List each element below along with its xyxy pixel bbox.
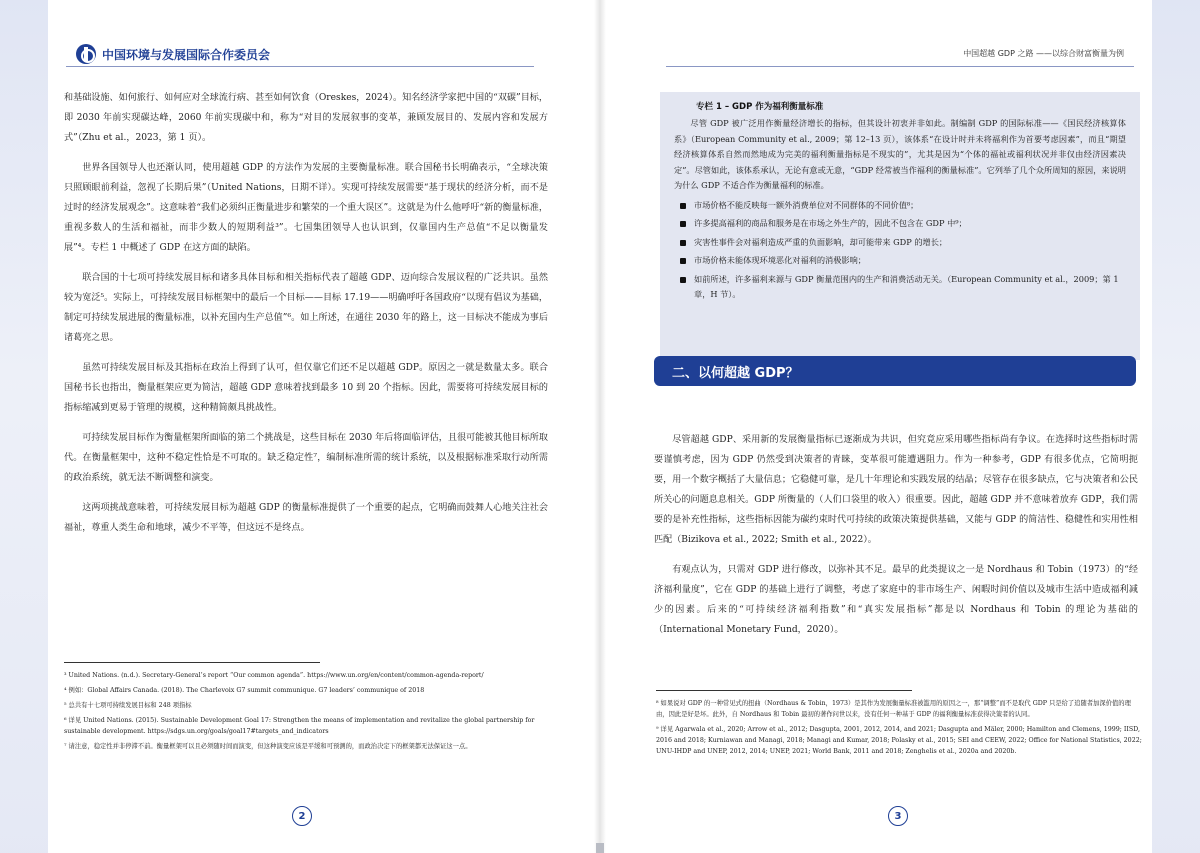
right-body-text <box>654 430 1138 650</box>
footnote: ⁴ 例如：Global Affairs Canada. (2018). The Charlevoix G7 summit communique. G7 leaders’ communique of 2018 <box>64 687 425 694</box>
footnote: ⁶ 详见 United Nations. (2015). Sustainable Development Goal 17: Strengthen the means of implementation and revitalize the global partnership for sustainable development. https://sdgs.un.org/goals/goal17#targets_and_indicators <box>64 717 535 735</box>
right-footnotes <box>656 698 1142 761</box>
bullet-icon <box>680 240 686 246</box>
footnote: ³ United Nations. (n.d.). Secretary-General’s report “Our common agenda”. https://www.un.org/en/content/common-agenda-report/ <box>64 672 484 679</box>
paragraph: 联合国的十七项可持续发展目标和诸多具体目标和相关指标代表了超越 GDP、迈向综合发展议程的广泛共识。虽然较为宽泛⁵。实际上，可持续发展目标框架中的最后一个目标——目标 17.19——明确呼吁各国政府“以现有倡议为基础，制定可持续发展进展的衡量标准，以补充国内生产总值”⁶。如上所述，在通往 2030 年的路上，这一目标决不能成为事后诸葛亮之思。 <box>64 273 548 343</box>
footnote-rule <box>64 662 320 663</box>
list-item: 灾害性事件会对福利造成严重的负面影响，却可能带来 GDP 的增长； <box>674 235 1126 251</box>
org-name: 中国环境与发展国际合作委员会 <box>102 47 271 62</box>
bullet-icon <box>680 258 686 264</box>
bullet-icon <box>680 277 686 283</box>
section-title: 二、以何超越 GDP？ <box>672 365 799 381</box>
left-footnotes <box>64 670 550 756</box>
page-number: 3 <box>888 806 908 826</box>
running-title: 中国超越 GDP 之路 ——以综合财富衡量为例 <box>963 49 1124 58</box>
footnote: ⁹ 详见 Agarwala et al., 2020; Arrow et al., 2012; Dasgupta, 2001, 2012, 2014, and 2021; Dasgupta and Mäler, 2000; Hamilton and Clemens, 1999; IISD, 2016 and 2018; Kurniawan and Managi, 2018; Managi and Kumar, 2018; Polasky et al., 2015; SEI and CEEW, 2022; Office for National Statistics, 2022; UNU-IHDP and UNEP, 2012, 2014; UNEP, 2021; World Bank, 2011 and 2018; Zenghelis et al., 2020a and 2020b. <box>656 726 1142 755</box>
section-heading-bar <box>654 356 1136 386</box>
right-page <box>600 0 1200 853</box>
header-rule <box>66 66 534 67</box>
box-1 <box>660 92 1140 360</box>
list-item: 如前所述，许多福利来源与 GDP 衡量范围内的生产和消费活动无关。（European Community et al.，2009；第 1 章，H 节）。 <box>674 272 1126 303</box>
footnote: ⁸ 如果说对 GDP 的一种常见式的扭曲（Nordhaus & Tobin，1973）是其作为发展衡量标准被滥用的原因之一，那“调整”而不是取代 GDP 只是给了追随者加深价值的理由，因此是好是坏。此外，自 Nordhaus 和 Tobin 最初的著作问世以来，没有任何一种基于 GDP 的福利衡量标准获得决策者的认同。 <box>656 700 1131 718</box>
header-org <box>76 44 270 64</box>
left-body-text <box>64 88 548 548</box>
bullet-icon <box>680 203 686 209</box>
paragraph: 可持续发展目标作为衡量框架所面临的第二个挑战是，这些目标在 2030 年后将面临评估，且很可能被其他目标所取代。在衡量框架中，这种不稳定性恰是不可取的。缺乏稳定性⁷，编制标准所需的统计系统，以及根据标准采取行动所需的政治系统，就无法不断调整和演变。 <box>64 433 548 483</box>
paragraph: 这两项挑战意味着，可持续发展目标为超越 GDP 的衡量标准提供了一个重要的起点，它明确而鼓舞人心地关注社会福祉，尊重人类生命和地球，减少不平等，但这远不是终点。 <box>64 503 548 533</box>
footnote: ⁷ 请注意，稳定性并非停滞不前。衡量框架可以且必须随时间而演变，但这种演变应该是平缓和可预测的，而政治决定下的框架都无法保证这一点。 <box>64 743 472 750</box>
page-gutter <box>594 0 606 853</box>
list-item: 市场价格不能反映每一额外消费单位对不同群体的不同价值⁸； <box>674 198 1126 214</box>
footnote-rule <box>656 690 912 691</box>
bullet-icon <box>680 221 686 227</box>
box-title: 专栏 1 – GDP 作为福利衡量标准 <box>696 102 824 112</box>
paragraph: 虽然可持续发展目标及其指标在政治上得到了认可，但仅靠它们还不足以超越 GDP。原因之一就是数量太多。联合国秘书长也指出，衡量框架应更为简洁，超越 GDP 意味着找到最多 10 到 20 个指标。因此，需要将可持续发展目标的指标缩减到更易于管理的规模，这种精简颇具挑战性。 <box>64 363 548 413</box>
gutter-mark <box>596 843 604 853</box>
footnote: ⁵ 总共有十七项可持续发展目标和 248 项指标 <box>64 702 192 709</box>
paragraph: 尽管超越 GDP、采用新的发展衡量指标已逐渐成为共识，但究竟应采用哪些指标尚有争议。在选择时这些指标时需要谨慎考虑，因为 GDP 仍然受到决策者的青睐，变革很可能遭遇阻力。作为一种参考，GDP 有很多优点，它简明扼要，用一个数字概括了大量信息；它稳健可靠，是几十年理论和实践发展的结晶；尽管存在很多缺点，它与决策者和公民所关心的问题息息相关。GDP 所衡量的（人们口袋里的收入）很重要。因此，超越 GDP 并不意味着放弃 GDP，我们需要的是补充性指标，这些指标因能为碳约束时代可持续的政策决策提供基础，又能与 GDP 的简洁性、稳健性和实用性相匹配（Bizikova et al., 2022; Smith et al., 2022）。 <box>654 435 1138 545</box>
paragraph: 世界各国领导人也还渐认同，使用超越 GDP 的方法作为发展的主要衡量标准。联合国秘书长明确表示，“全球决策只照顾眼前利益，忽视了长期后果”（United Nations，日期不详）。实现可持续发展需要“基于现状的经济分析，而不是过时的经济发展观念”。这意味着“我们必须纠正衡量进步和繁荣的一个重大误区”。这就是为什么他呼吁“新的衡量标准，重视多数人的生活和福祉，而非少数人的短期利益³”。七国集团领导人也认识到，仅靠国内生产总值“不足以衡量发展”⁴。专栏 1 中概述了 GDP 在这方面的缺陷。 <box>64 163 548 253</box>
box-paragraph: 尽管 GDP 被广泛用作衡量经济增长的指标，但其设计初衷并非如此。制编制 GDP 的国际标准——《国民经济核算体系》（European Community et al., 2009；第 12–13 页），该体系“在设计时并未将福利作为首要考虑因素”，而且“期望经济核算体系自然而然地成为完美的福利衡量指标是不现实的”，尤其是因为“个体的福祉或福利状况并非仅由经济因素决定”。尽管如此，该体系承认，无论有意或无意，“GDP 经常被当作福利的衡量标准”。它列举了几个众所周知的原因，来说明为什么 GDP 不适合作为衡量福利的标准。 <box>674 118 1126 190</box>
cciced-logo-icon <box>76 44 96 64</box>
paragraph: 和基础设施、如何旅行、如何应对全球流行病、甚至如何饮食（Oreskes，2024）。知名经济学家把中国的“双碳”目标，即 2030 年前实现碳达峰，2060 年前实现碳中和，称为“对目的发展叙事的变革，兼顾发展目的、发展内容和发展方式”（Zhu et al.，2023，第 1 页）。 <box>64 93 548 143</box>
page-number: 2 <box>292 806 312 826</box>
paragraph: 有观点认为，只需对 GDP 进行修改，以弥补其不足。最早的此类提议之一是 Nordhaus 和 Tobin（1973）的“经济福利量度”，它在 GDP 的基础上进行了调整，考虑了家庭中的非市场生产、闲暇时间价值以及城市生活中造成福利减少的因素。后来的“可持续经济福利指数”和“真实发展指标”都是以 Nordhaus 和 Tobin 的理论为基础的（International Monetary Fund，2020）。 <box>654 565 1138 635</box>
header-rule <box>666 66 1134 67</box>
box-bullet-list <box>674 198 1126 303</box>
list-item: 市场价格未能体现环境恶化对福利的消极影响； <box>674 253 1126 269</box>
list-item: 许多提高福利的商品和服务是在市场之外生产的，因此不包含在 GDP 中⁹； <box>674 216 1126 232</box>
